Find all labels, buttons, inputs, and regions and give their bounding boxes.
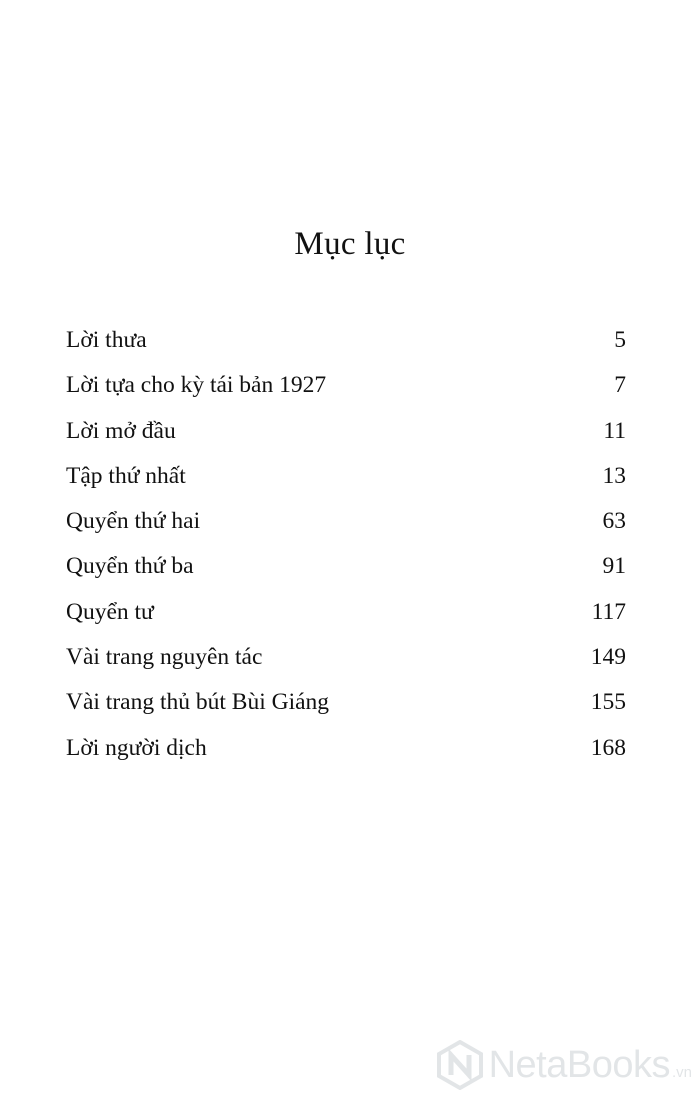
toc-entry-title: Quyển thứ hai	[66, 508, 201, 535]
toc-entry	[66, 682, 626, 727]
table-of-contents	[66, 320, 626, 773]
toc-entry-page-number: 11	[603, 417, 626, 444]
toc-entry	[66, 501, 626, 546]
toc-entry-page-number: 5	[614, 327, 626, 353]
toc-entry	[66, 637, 626, 682]
toc-entry-page-number: 13	[602, 462, 626, 489]
toc-entry-title: Lời người dịch	[66, 734, 207, 761]
toc-entry-page-number: 117	[591, 598, 626, 625]
toc-entry	[66, 546, 626, 591]
toc-entry-title: Quyển thứ ba	[66, 553, 194, 580]
toc-entry-title: Lời thưa	[66, 327, 147, 353]
toc-entry-page-number: 168	[590, 734, 626, 761]
toc-entry-title: Tập thứ nhất	[66, 462, 186, 489]
toc-entry	[66, 411, 626, 456]
toc-entry	[66, 320, 626, 365]
toc-entry-page-number: 149	[590, 644, 626, 671]
toc-entry-page-number: 91	[602, 553, 626, 580]
page-title: Mục lục	[294, 226, 406, 262]
toc-entry-title: Lời tựa cho kỳ tái bản 1927	[66, 372, 327, 399]
toc-entry-title: Vài trang nguyên tác	[66, 644, 263, 671]
watermark-brand-text: NetaBooks	[488, 1043, 670, 1086]
toc-entry	[66, 456, 626, 501]
watermark	[437, 1040, 692, 1090]
toc-entry	[66, 592, 626, 637]
watermark-domain-suffix: .vn	[671, 1064, 692, 1081]
netabooks-logo-icon	[437, 1040, 483, 1090]
toc-entry	[66, 728, 626, 773]
toc-entry	[66, 365, 626, 410]
toc-entry-title: Quyển tư	[66, 598, 154, 625]
toc-entry-title: Lời mở đầu	[66, 417, 176, 444]
toc-entry-page-number: 63	[602, 508, 626, 535]
toc-entry-title: Vài trang thủ bút Bùi Giáng	[66, 689, 330, 716]
toc-entry-page-number: 155	[590, 689, 626, 716]
toc-entry-page-number: 7	[614, 372, 626, 399]
